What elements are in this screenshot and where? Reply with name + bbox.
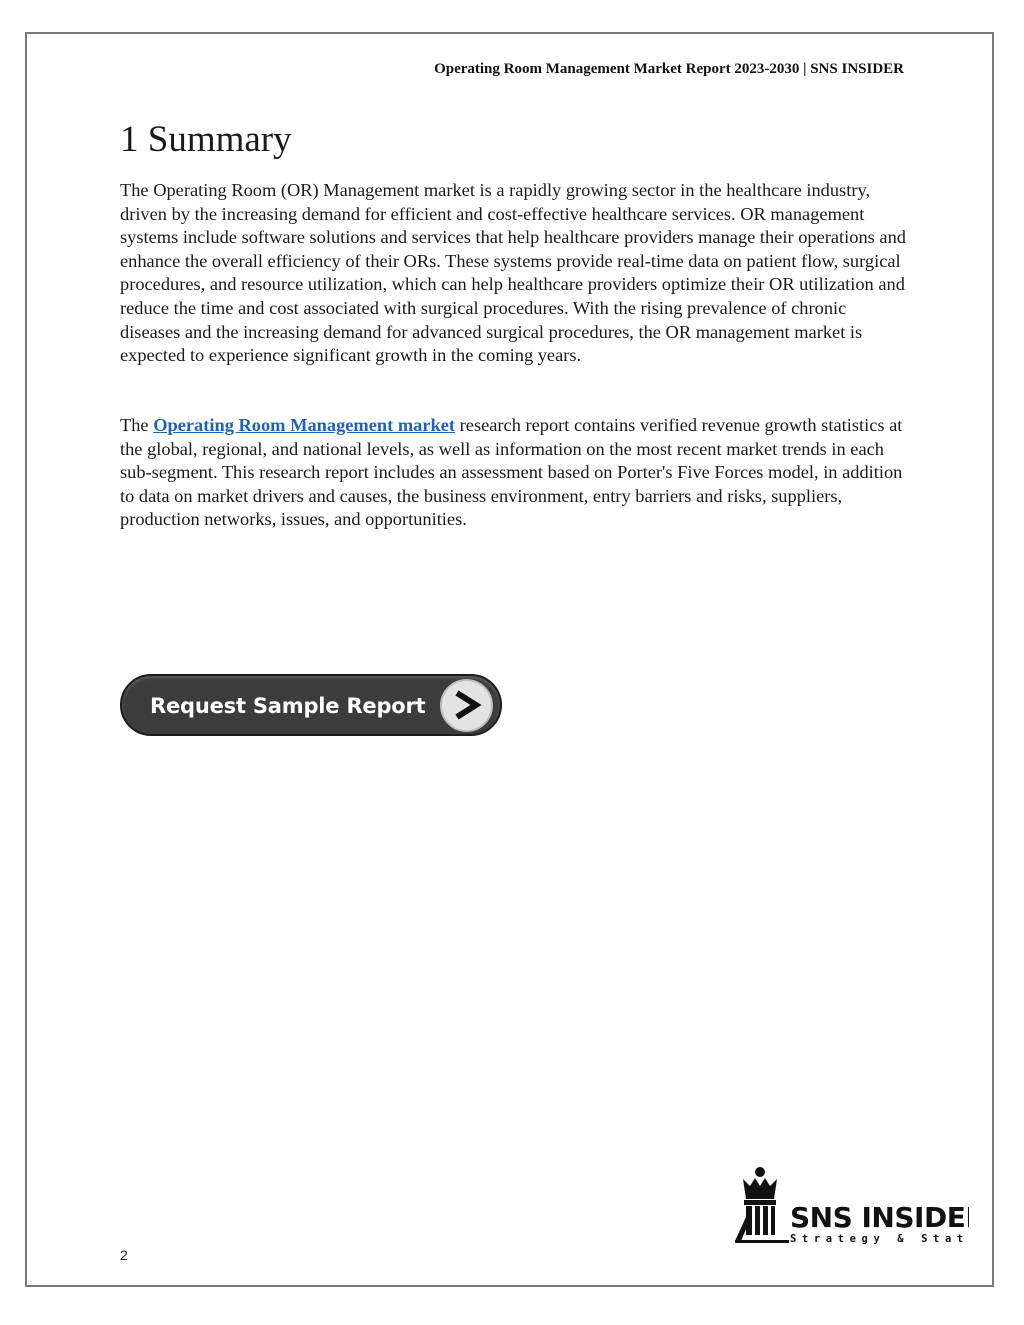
request-sample-button[interactable] [120, 674, 502, 736]
report-paragraph [120, 414, 910, 532]
running-header: Operating Room Management Market Report 2023-2030 | SNS INSIDER [434, 61, 904, 77]
report-link[interactable]: Operating Room Management market [153, 415, 456, 435]
sns-insider-logo [733, 1165, 969, 1249]
section-title: 1 Summary [120, 119, 292, 160]
chevron-right-icon [440, 679, 493, 732]
page-number: 2 [120, 1247, 128, 1263]
svg-text:SNS INSIDER: SNS INSIDER [790, 1201, 969, 1234]
summary-paragraph: The Operating Room (OR) Management market is a rapidly growing sector in the healthcare industry, driven by the increasing demand for efficient and cost-effective healthcare services. OR management systems include software solutions and services that help healthcare providers manage their operations and enhance the overall efficiency of their ORs. These systems provide real-time data on patient flow, surgical procedures, and resource utilization, which can help healthcare providers optimize their OR utilization and reduce the time and cost associated with surgical procedures. With the rising prevalence of chronic diseases and the increasing demand for advanced surgical procedures, the OR management market is expected to experience significant growth in the coming years. [120, 180, 906, 366]
chess-king-icon [735, 1167, 789, 1243]
paragraph-text-suffix: research report contains verified revenue growth statistics at the global, regional, and national levels, as well as information on the most recent market trends in each sub-segment. This research report includes an assessment based on Porter's Five Forces model, in addition to data on market drivers and causes, the business environment, entry barriers and risks, suppliers, production networks, issues, and opportunities. [120, 415, 903, 530]
request-sample-label: Request Sample Report [150, 694, 426, 718]
paragraph-text-prefix: The [120, 415, 154, 435]
svg-text:Strategy & Stats: Strategy & Stats [790, 1233, 969, 1245]
